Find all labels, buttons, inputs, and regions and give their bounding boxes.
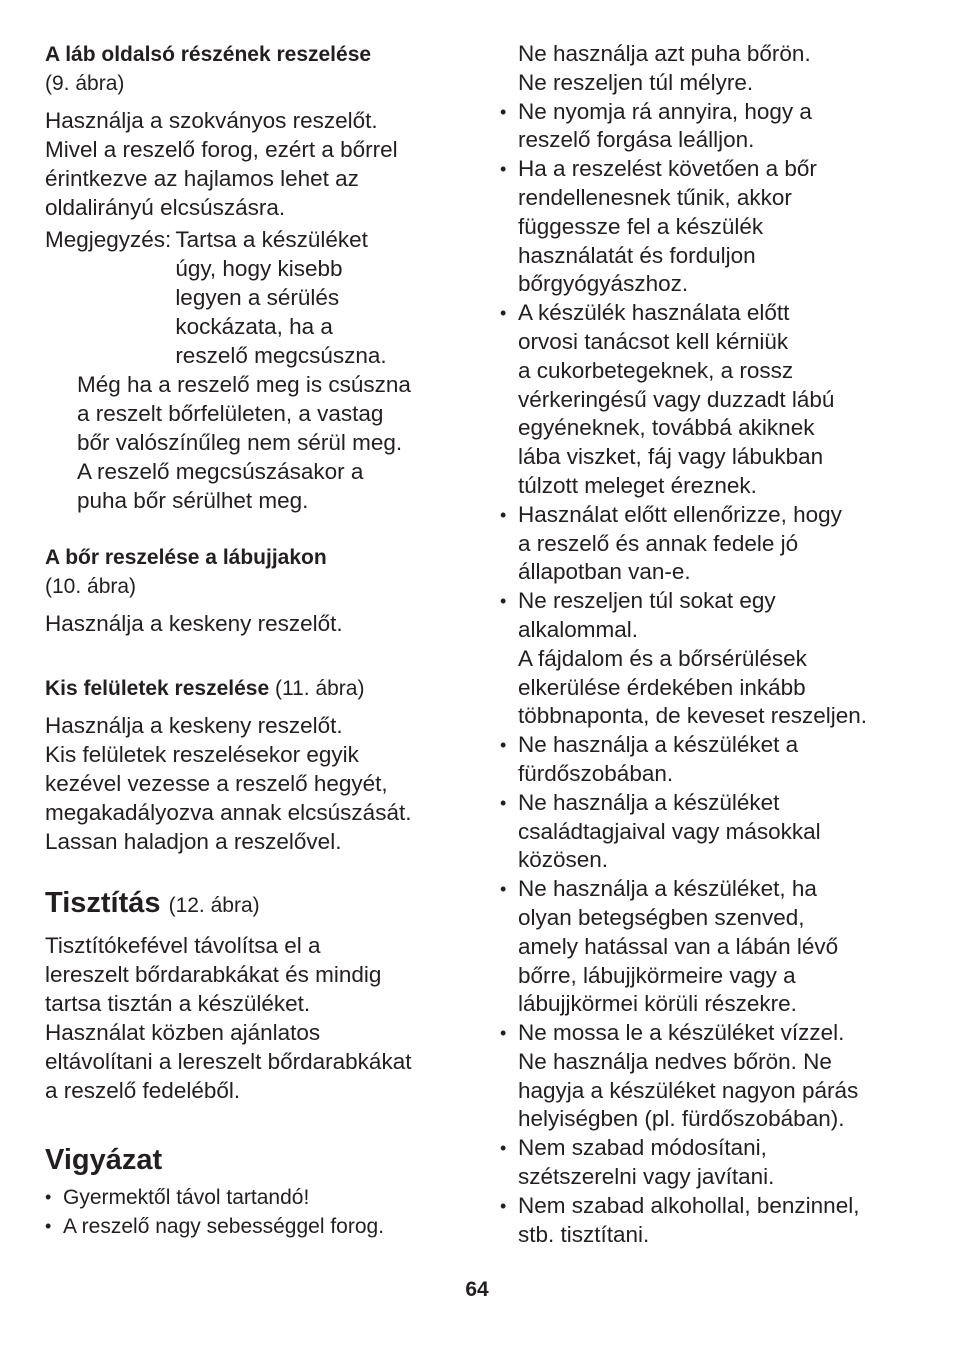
text-line: • Használat előtt ellenőrizze, hogy — [518, 501, 842, 527]
text-line: rendellenesnek tűnik, akkor — [518, 184, 792, 210]
note-label: Megjegyzés: — [45, 227, 172, 252]
paragraph — [45, 711, 470, 856]
text-line: a reszelő fedeléből. — [45, 1078, 241, 1103]
text-line: • Ne mossa le a készüléket vízzel. — [518, 1020, 845, 1046]
text-line: Lassan haladjon a reszelővel. — [45, 829, 342, 854]
figure-ref: (11. ábra) — [274, 677, 365, 700]
continued-text — [500, 40, 920, 98]
list-item — [500, 501, 920, 587]
text-line: elkerülése érdekében inkább — [518, 674, 806, 700]
text-line: Használat közben ajánlatos — [45, 1020, 321, 1045]
list-item — [500, 587, 920, 731]
paragraph — [45, 931, 470, 1105]
text-line: Ne használja azt puha bőrön. — [518, 41, 811, 66]
text-line: közösen. — [518, 847, 609, 873]
text-line: • Ha a reszelést követően a bőr — [518, 156, 817, 182]
list-item — [500, 731, 920, 789]
text-line: reszelő megcsúszna. — [175, 343, 387, 368]
text-line: oldalirányú elcsúszásra. — [45, 195, 286, 220]
figure-ref: (9. ábra) — [45, 72, 125, 95]
note-continuation — [45, 370, 470, 515]
text-line: függessze fel a készülék — [518, 213, 764, 239]
list-item — [500, 1134, 920, 1192]
text-line: Mivel a reszelő forog, ezért a bőrrel — [45, 137, 398, 162]
section-heading-side-of-foot — [45, 40, 470, 69]
text-line: vérkeringésű vagy duzzadt lábú — [518, 386, 835, 412]
section-title: Kis felületek reszelése — [45, 677, 270, 700]
section-heading-toes — [45, 543, 470, 572]
text-line: Tartsa a készüléket — [175, 227, 368, 252]
text-line: bőr valószínűleg nem sérül meg. — [77, 430, 403, 455]
text-line: többnaponta, de keveset reszeljen. — [518, 703, 867, 729]
text-line: • Ne használja a készüléket a — [518, 732, 799, 758]
text-line: • Ne reszeljen túl sokat egy — [518, 588, 776, 614]
text-line: helyiségben (pl. fürdőszobában). — [518, 1106, 845, 1132]
text-line: A reszelő megcsúszásakor a — [77, 459, 364, 484]
text-line: megakadályozva annak elcsúszását. — [45, 800, 412, 825]
text-line: érintkezve az hajlamos lehet az — [45, 166, 359, 191]
text-line: a reszelő és annak fedele jó — [518, 530, 799, 556]
list-item — [45, 1212, 470, 1241]
text-line: alkalommal. — [518, 616, 639, 642]
text-line: legyen a sérülés — [175, 285, 340, 310]
text-line: Használja a keskeny reszelőt. — [45, 713, 343, 738]
text-line: Tisztítókefével távolítsa el a — [45, 933, 321, 958]
section-title: A bőr reszelése a lábujjakon — [45, 546, 327, 569]
list-item — [500, 98, 920, 156]
right-column — [500, 40, 920, 1249]
text-line: • Gyermektől távol tartandó! — [63, 1186, 310, 1209]
text-line: orvosi tanácsot kell kérniük — [518, 328, 789, 354]
text-line: Még ha a reszelő meg is csúszna — [77, 372, 411, 397]
text-line: amely hatással van a lábán lévő — [518, 933, 839, 959]
text-line: lábujjkörmei körüli részekre. — [518, 991, 797, 1017]
text-line: • Nem szabad módosítani, — [518, 1135, 767, 1161]
text-line: kockázata, ha a — [175, 314, 333, 339]
text-line: használatát és forduljon — [518, 242, 756, 268]
text-line: egyéneknek, továbbá akiknek — [518, 415, 815, 441]
list-item — [500, 875, 920, 1019]
left-column — [45, 40, 470, 1241]
list-item — [500, 789, 920, 875]
text-line: szétszerelni vagy javítani. — [518, 1164, 775, 1190]
text-line: bőrre, lábujjkörmeire vagy a — [518, 962, 796, 988]
list-item — [500, 1019, 920, 1134]
text-line: lereszelt bőrdarabkákat és mindig — [45, 962, 382, 987]
page-number: 64 — [465, 1278, 489, 1301]
list-item — [500, 155, 920, 299]
text-line: a reszelt bőrfelületen, a vastag — [77, 401, 384, 426]
text-line: fürdőszobában. — [518, 760, 674, 786]
text-line: • Ne nyomja rá annyira, hogy a — [518, 98, 812, 124]
text-line: kezével vezesse a reszelő hegyét, — [45, 771, 388, 796]
text-line: a cukorbetegeknek, a rossz — [518, 357, 794, 383]
text-line: lába viszket, fáj vagy lábukban — [518, 444, 824, 470]
text-line: • A reszelő nagy sebességgel forog. — [63, 1215, 385, 1238]
paragraph — [45, 106, 470, 222]
list-item — [500, 299, 920, 501]
text-line: stb. tisztítani. — [518, 1221, 650, 1247]
text-line: hagyja a készüléket nagyon párás — [518, 1077, 859, 1103]
warning-list — [45, 1183, 470, 1241]
list-item — [500, 1192, 920, 1250]
figure-ref: (10. ábra) — [45, 575, 137, 598]
text-line: Használja a szokványos reszelőt. — [45, 108, 378, 133]
text-line: tartsa tisztán a készüléket. — [45, 991, 311, 1016]
section-title: A láb oldalsó részének reszelése — [45, 43, 372, 66]
text-line: állapotban van-e. — [518, 559, 691, 585]
text-line: túlzott meleget éreznek. — [518, 472, 757, 498]
text-line: Ne reszeljen túl mélyre. — [518, 69, 754, 95]
text-line: • A készülék használata előtt — [518, 300, 790, 326]
paragraph: Használja a keskeny reszelőt. — [45, 611, 343, 636]
text-line: olyan betegségben szenved, — [518, 904, 805, 930]
text-line: • Ne használja a készüléket — [518, 789, 780, 815]
text-line: Kis felületek reszelésekor egyik — [45, 742, 359, 767]
text-line: • Ne használja a készüléket, ha — [518, 876, 817, 902]
text-line: családtagjaival vagy másokkal — [518, 818, 821, 844]
section-heading-warning — [45, 1143, 470, 1177]
list-item — [45, 1183, 470, 1212]
text-line: bőrgyógyászhoz. — [518, 271, 689, 297]
text-line: puha bőr sérülhet meg. — [77, 488, 309, 513]
section-title: Tisztítás — [45, 887, 161, 919]
note-body — [171, 225, 386, 370]
section-title: Vigyázat — [45, 1144, 163, 1176]
precaution-list — [500, 98, 920, 1250]
text-line: • Nem szabad alkohollal, benzinnel, — [518, 1192, 860, 1218]
text-line: úgy, hogy kisebb — [175, 256, 343, 281]
text-line: reszelő forgása leálljon. — [518, 127, 755, 153]
note — [45, 225, 470, 370]
text-line: eltávolítani a lereszelt bőrdarabkákat — [45, 1049, 412, 1074]
section-heading-cleaning — [45, 886, 470, 923]
text-line: A fájdalom és a bőrsérülések — [518, 645, 807, 671]
figure-ref: (12. ábra) — [168, 894, 260, 917]
section-heading-small-areas — [45, 674, 470, 703]
text-line: Ne használja nedves bőrön. Ne — [518, 1048, 832, 1074]
